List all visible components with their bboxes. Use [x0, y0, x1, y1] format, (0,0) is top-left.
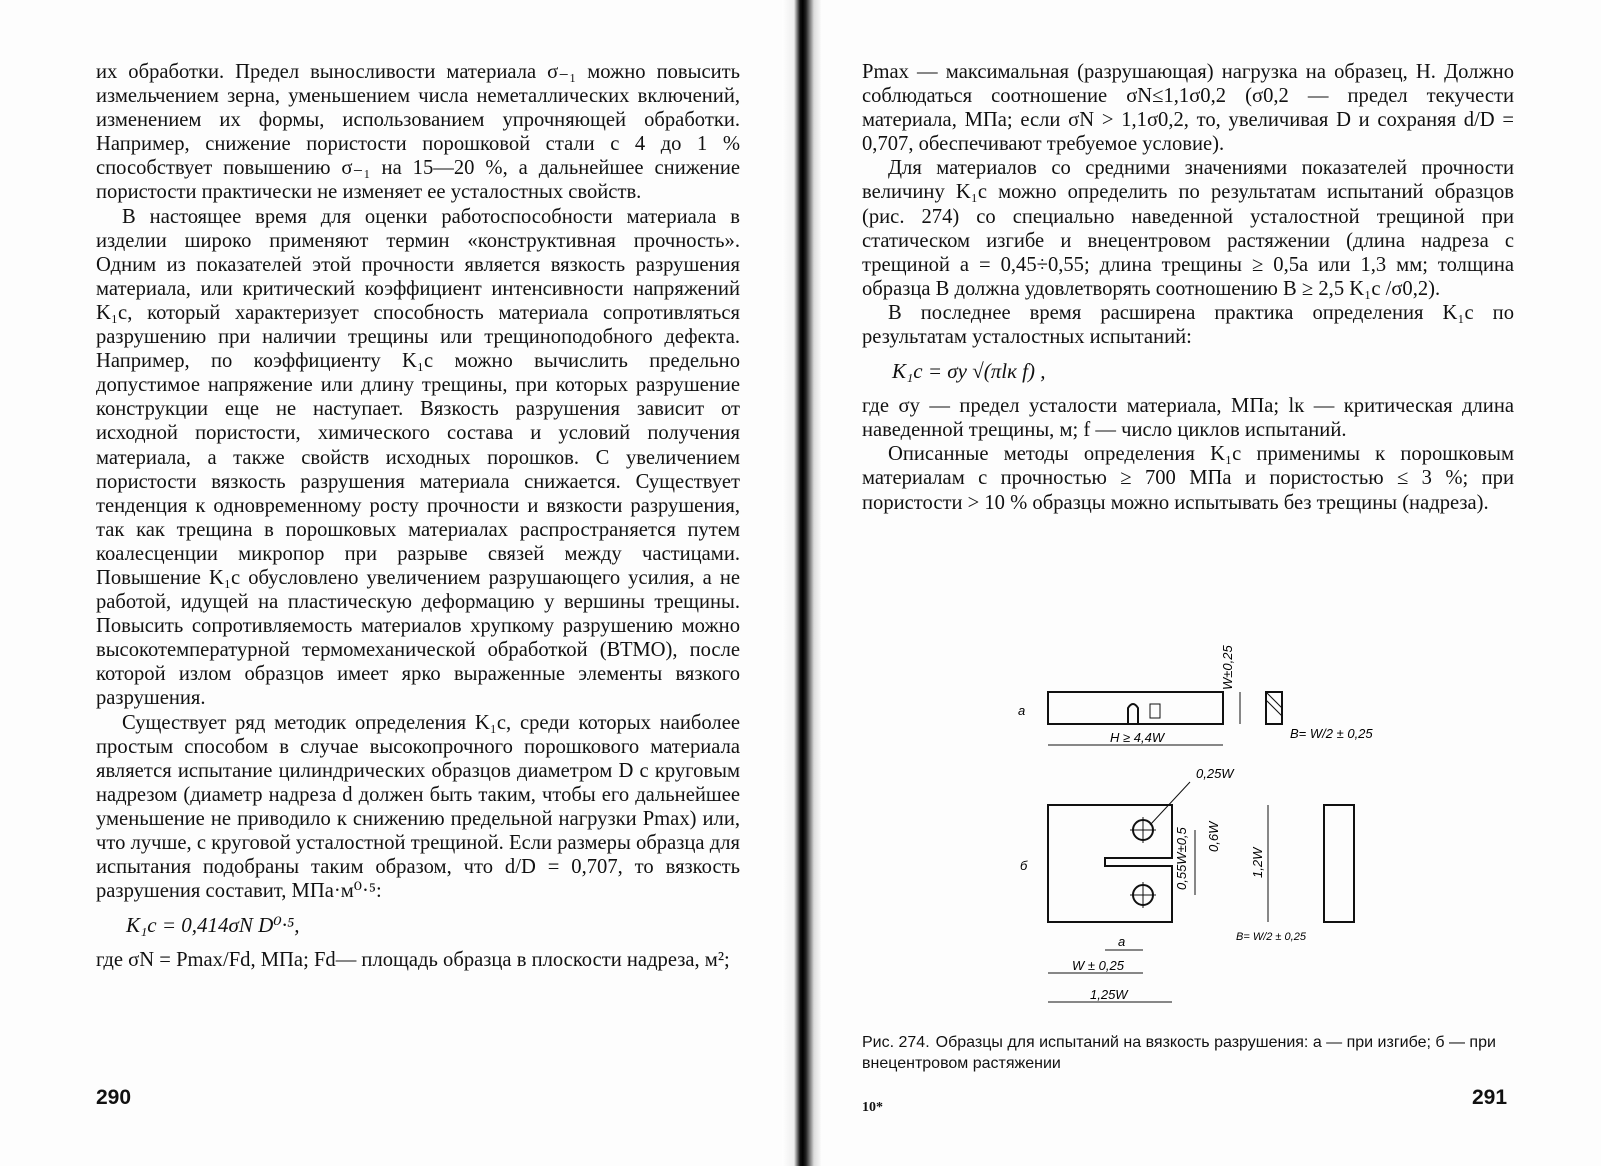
right-page — [862, 60, 1514, 515]
caption-number: Рис. 274. — [862, 1034, 930, 1051]
figure-274 — [1000, 630, 1420, 1010]
formula-k1c-fatigue: K₁c = σу √(πlк f) , — [892, 359, 1046, 384]
caption-text: Образцы для испытаний на вязкость разрушения: а — при изгибе; б — при внецентровом растяжении — [862, 1034, 1496, 1072]
page-number-right: 291 — [1472, 1086, 1508, 1109]
paragraph: Существует ряд методик определения K₁c, среди которых наиболее простым способом в случае высокопрочного порошкового материала является испытание цилиндрических образцов диаметром D с круговым надрезом (диаметр надреза d должен быть таким, чтобы его дальнейшее уменьшение не приводило к снижению предельной нагрузки Pmax) или, что лучше, с круговой усталостной трещиной. Если размеры образца для испытания подобраны таким образом, что d/D = 0,707, то вязкость разрушения составит, МПа·м⁰·⁵: — [96, 711, 740, 903]
paragraph: Описанные методы определения K₁c применимы к порошковым материалам с прочностью ≥ 700 МПа и пористостью ≤ 3 %; при пористости > 10 % образцы можно испытывать без трещины (надреза). — [862, 443, 1514, 514]
dim-055w: 0,55W±0,5 — [1174, 827, 1189, 890]
dim-12w: 1,2W — [1250, 847, 1265, 878]
page-number-left: 290 — [96, 1086, 132, 1109]
dim-w025: W±0,25 — [1220, 645, 1235, 690]
dim-025w: 0,25W — [1196, 766, 1234, 781]
figure-label-b: б — [1020, 858, 1028, 873]
paragraph: В настоящее время для оценки работоспособности материала в изделии широко применяют термин «конструктивная прочность». Одним из показателей этой прочности является вязкость разрушения материала, или критический коэффициент интенсивности напряжений K₁c, который характеризует способность материала сопротивляться разрушению при наличии трещины или трещиноподобного дефекта. Например, по коэффициенту K₁c можно вычислить предельно допустимое напряжение или длину трещины, при которых разрушение конструкции еще не наступает. Вязкость разрушения зависит от исходной пористости, химического состава и условий получения материала, а также свойств исходных порошков. С увеличением пористости вязкость разрушения материала снижается. Существует тенденция к одновременному росту прочности и вязкости разрушения, так как трещина в порошковых материалах распространяется путем коалесценции микропор при разрыве связей между частицами. Повышение K₁c обусловлено увеличением разрушающего усилия, а не работой, идущей на пластическую деформацию у вершины трещины. Повысить сопротивляемость материалов хрупкому разрушению можно высокотемпературной термомеханической обработкой (ВТМО), после которой излом образцов имеет ярко выраженные элементы вязкого разрушения. — [96, 205, 740, 710]
dim-b2: B= W/2 ± 0,25 — [1236, 931, 1306, 943]
dim-06w: 0,6W — [1206, 821, 1221, 852]
dim-h: H ≥ 4,4W — [1110, 730, 1165, 745]
dim-w: W ± 0,25 — [1072, 958, 1124, 973]
paragraph: где σN = Pmax/Fd, МПа; Fd— площадь образца в плоскости надреза, м²; — [96, 949, 730, 972]
printer-signature: 10* — [862, 1100, 883, 1115]
paragraph: Pmax — максимальная (разрушающая) нагрузка на образец, Н. Должно соблюдаться соотношение σN≤1,1σ0,2 (σ0,2 — предел текучести материала, МПа; если σN > 1,1σ0,2, то, увеличивая D и сохраняя d/D = 0,707, обеспечивают требуемое условие). — [862, 61, 1514, 156]
dim-a: a — [1118, 934, 1126, 949]
paragraph: В последнее время расширена практика определения K₁c по результатам усталостных испытаний: — [862, 301, 1514, 349]
figure-caption — [862, 1032, 1514, 1074]
specimen-drawings — [1000, 630, 1420, 1010]
figure-label-a: а — [1018, 703, 1026, 718]
formula-k1c: K₁c = 0,414σN D⁰·⁵, — [126, 913, 300, 938]
paragraph: где σу — предел усталости материала, МПа; lк — критическая длина наведенной трещины, м; f — число циклов испытаний. — [862, 395, 1514, 442]
left-page — [96, 60, 740, 972]
book-gutter — [782, 0, 822, 1166]
dim-125w: 1,25W — [1090, 987, 1128, 1002]
dim-b: B= W/2 ± 0,25 — [1290, 726, 1373, 741]
paragraph: их обработки. Предел выносливости материала σ₋₁ можно повысить измельчением зерна, уменьшением числа неметаллических включений, изменением их формы, использованием упрочняющей обработки. Например, снижение пористости порошковой стали с 4 до 1 % способствует повышению σ₋₁ на 15—20 %, а дальнейшее снижение пористости практически не изменяет ее усталостных свойств. — [96, 61, 740, 204]
paragraph: Для материалов со средними значениями показателей прочности величину K₁c можно определить по результатам испытаний образцов (рис. 274) со специально наведенной усталостной трещиной при статическом изгибе и внецентровом растяжении (длина надреза с трещиной a = 0,45÷0,55; длина трещины ≥ 0,5a или 1,3 мм; толщина образца B должна удовлетворять соотношению B ≥ 2,5 K₁c /σ0,2). — [862, 157, 1514, 300]
